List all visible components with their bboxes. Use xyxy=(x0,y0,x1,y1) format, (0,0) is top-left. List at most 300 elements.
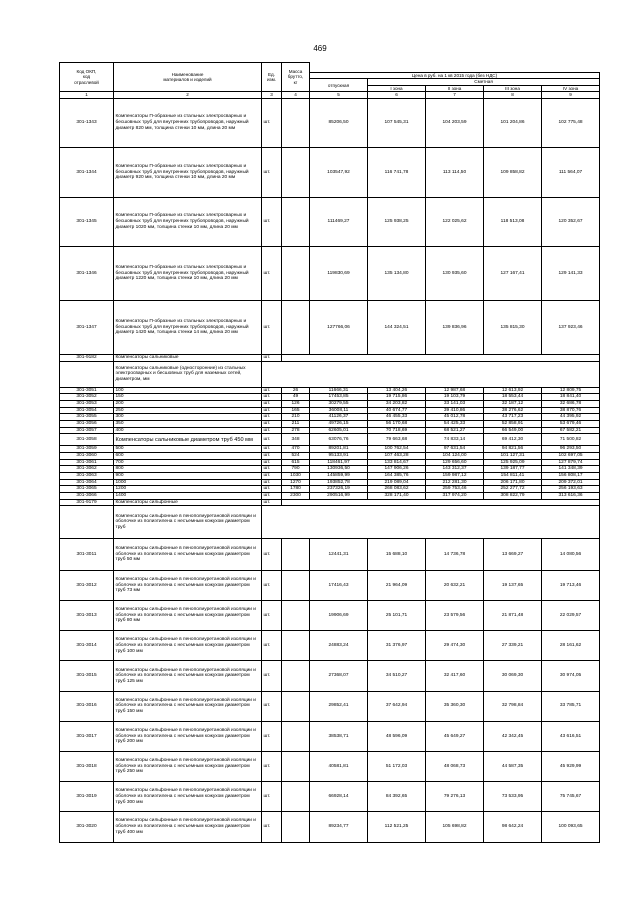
mass-cell xyxy=(282,148,310,198)
column-number: 1 xyxy=(60,92,114,98)
code-cell: 301-3059 xyxy=(60,446,114,453)
zone1-cell: 100 762,54 xyxy=(368,446,426,453)
mass-cell xyxy=(282,691,310,721)
zone3-cell: 206 171,80 xyxy=(484,479,542,486)
mass-cell: 1270 xyxy=(282,479,310,486)
zone3-cell: 21 871,48 xyxy=(484,601,542,631)
code-cell: 301-3066 xyxy=(60,492,114,499)
name-cell: Компенсаторы П-образные из стальных электросварных и бесшовных труб для внутренних трубопроводов, наружный диаметр 1220 мм, толщина стенки 10 мм, длина 20 мм xyxy=(114,247,262,301)
code-cell: 301-9182 xyxy=(60,355,114,362)
name-cell: Компенсаторы сильфонные в пенополиуретановой изоляции и оболочке из полиэтилена с несъемным кожухом диаметром труб 50 мм xyxy=(114,539,262,571)
code-cell: 301-1346 xyxy=(60,247,114,301)
price-cell: 89201,81 xyxy=(310,446,368,453)
zone4-cell: 102 775,48 xyxy=(542,98,600,148)
code-cell: 301-3065 xyxy=(60,486,114,493)
unit-cell: шт. xyxy=(262,486,282,493)
zone3-cell: 44 587,35 xyxy=(484,752,542,782)
zone4-cell: 127 879,74 xyxy=(542,459,600,466)
unit-cell: шт. xyxy=(262,570,282,600)
code-cell: 301-3018 xyxy=(60,752,114,782)
zone1-cell: 15 688,10 xyxy=(368,539,426,571)
name-cell: 100 xyxy=(114,387,262,394)
column-number: 8 xyxy=(484,92,542,98)
name-cell: Компенсаторы сильфонные в пенополиуретановой изоляции и оболочке из полиэтилена с несъемным кожухом диаметром труб 150 мм xyxy=(114,691,262,721)
zone3-cell: 32 187,12 xyxy=(484,401,542,408)
zone2-cell: 212 281,30 xyxy=(426,479,484,486)
zone1-cell: 51 172,03 xyxy=(368,752,426,782)
zone4-cell: 120 352,67 xyxy=(542,197,600,247)
unit-cell: шт. xyxy=(262,197,282,247)
name-cell: 400 xyxy=(114,427,262,434)
header-unit: Ед. изм. xyxy=(262,63,282,92)
name-cell: 900 xyxy=(114,473,262,480)
unit-cell: шт. xyxy=(262,466,282,473)
unit-cell: шт. xyxy=(262,631,282,661)
zone4-cell: 19 713,46 xyxy=(542,570,600,600)
code-cell: 301-3051 xyxy=(60,387,114,394)
name-cell: 600 xyxy=(114,453,262,460)
mass-cell: 211 xyxy=(282,421,310,428)
name-cell: Компенсаторы сильфонные в пенополиуретановой изоляции и оболочке из полиэтилена с несъемным кожухом диаметром труб 200 мм xyxy=(114,721,262,751)
unit-cell: шт. xyxy=(262,539,282,571)
table-row xyxy=(60,387,600,394)
section-row-gland xyxy=(60,355,600,362)
zone1-cell: 70 718,69 xyxy=(368,427,426,434)
zone3-cell: 154 811,41 xyxy=(484,473,542,480)
zone2-cell: 12 987,68 xyxy=(426,387,484,394)
price-cell: 12441,31 xyxy=(310,539,368,571)
mass-cell xyxy=(282,721,310,751)
table-header xyxy=(60,63,600,99)
name-cell: 200 xyxy=(114,401,262,408)
zone2-cell: 45 649,27 xyxy=(426,721,484,751)
table-row xyxy=(60,539,600,571)
unit-cell: шт. xyxy=(262,601,282,631)
unit-cell: шт. xyxy=(262,427,282,434)
price-cell: 103547,92 xyxy=(310,148,368,198)
zone1-cell: 34 203,82 xyxy=(368,401,426,408)
mass-cell: 470 xyxy=(282,446,310,453)
unit-cell: шт. xyxy=(262,446,282,453)
mass-cell: 1030 xyxy=(282,473,310,480)
price-cell: 36008,11 xyxy=(310,407,368,414)
column-number: 4 xyxy=(282,92,310,98)
column-number: 2 xyxy=(114,92,262,98)
mass-cell: 165 xyxy=(282,407,310,414)
unit-cell: шт. xyxy=(262,479,282,486)
unit-cell: шт. xyxy=(262,355,282,362)
zone3-cell: 42 342,45 xyxy=(484,721,542,751)
mass-cell: 49 xyxy=(282,394,310,401)
zone4-cell: 45 929,99 xyxy=(542,752,600,782)
table-row xyxy=(60,434,600,446)
zone4-cell: 209 372,01 xyxy=(542,479,600,486)
name-cell: 350 xyxy=(114,421,262,428)
empty-cell xyxy=(282,499,600,506)
table-row xyxy=(60,414,600,421)
zone3-cell: 19 137,65 xyxy=(484,570,542,600)
header-release-price: отпускная xyxy=(310,79,368,92)
name-cell: Компенсаторы П-образные из стальных электросварных и бесшовных труб для внутренних трубопроводов, наружный диаметр 920 мм, толщина стенки 10 мм, длина 20 мм xyxy=(114,148,262,198)
zone2-cell: 259 753,46 xyxy=(426,486,484,493)
mass-cell: 1780 xyxy=(282,486,310,493)
zone2-cell: 23 579,56 xyxy=(426,601,484,631)
unit-cell: шт. xyxy=(262,414,282,421)
table-row xyxy=(60,473,600,480)
zone1-cell: 147 906,26 xyxy=(368,466,426,473)
page-number: 469 xyxy=(313,44,327,53)
unit-cell: шт. xyxy=(262,691,282,721)
price-cell: 17416,43 xyxy=(310,570,368,600)
price-cell: 89234,77 xyxy=(310,812,368,842)
zone4-cell: 111 564,07 xyxy=(542,148,600,198)
zone1-cell: 328 171,40 xyxy=(368,492,426,499)
name-cell: Компенсаторы сильфонные в пенополиуретановой изоляции и оболочке из полиэтилена с несъемным кожухом диаметром труб 73 мм xyxy=(114,570,262,600)
zone2-cell: 32 417,60 xyxy=(426,661,484,691)
zone3-cell: 73 533,95 xyxy=(484,782,542,812)
zone3-cell: 52 858,91 xyxy=(484,421,542,428)
zone3-cell: 32 798,84 xyxy=(484,691,542,721)
zone3-cell: 125 925,09 xyxy=(484,459,542,466)
table-row xyxy=(60,421,600,428)
zone2-cell: 33 141,03 xyxy=(426,401,484,408)
code-cell: 301-3016 xyxy=(60,691,114,721)
name-cell: 300 xyxy=(114,414,262,421)
zone4-cell: 71 500,82 xyxy=(542,434,600,446)
zone4-cell: 12 809,75 xyxy=(542,387,600,394)
empty-cell xyxy=(282,355,600,362)
table-row xyxy=(60,752,600,782)
column-number: 6 xyxy=(368,92,426,98)
code-cell: 301-3056 xyxy=(60,421,114,428)
table-row xyxy=(60,407,600,414)
table-row xyxy=(60,691,600,721)
price-cell: 127766,06 xyxy=(310,301,368,355)
table-row xyxy=(60,570,600,600)
mass-cell xyxy=(282,661,310,691)
zone4-cell: 75 745,67 xyxy=(542,782,600,812)
header-price-title: Цена в руб. на 1 кв 2015 года (без НДС) xyxy=(310,73,600,79)
zone4-cell: 137 923,46 xyxy=(542,301,600,355)
zone1-cell: 46 455,33 xyxy=(368,414,426,421)
zone1-cell: 135 134,80 xyxy=(368,247,426,301)
price-cell: 118461,97 xyxy=(310,459,368,466)
unit-cell: шт. xyxy=(262,752,282,782)
unit-cell: шт. xyxy=(262,401,282,408)
table-row xyxy=(60,394,600,401)
code-cell: 301-3055 xyxy=(60,414,114,421)
zone2-cell: 105 698,82 xyxy=(426,812,484,842)
zone4-cell: 43 616,51 xyxy=(542,721,600,751)
zone2-cell: 79 276,13 xyxy=(426,782,484,812)
table-body xyxy=(60,98,600,842)
price-cell: 111469,27 xyxy=(310,197,368,247)
table-row xyxy=(60,466,600,473)
zone2-cell: 113 114,50 xyxy=(426,148,484,198)
unit-cell: шт. xyxy=(262,782,282,812)
header-zone-1: I зона xyxy=(368,85,426,91)
group-intro-row xyxy=(60,506,600,539)
price-cell: 290516,99 xyxy=(310,492,368,499)
zone4-cell: 100 093,65 xyxy=(542,812,600,842)
zone2-cell: 139 836,96 xyxy=(426,301,484,355)
unit-cell: шт. xyxy=(262,721,282,751)
zone1-cell: 21 964,09 xyxy=(368,570,426,600)
group-intro-text: Компенсаторы сильфонные в пенополиуретановой изоляции и оболочке из полиэтилена с несъемным кожухом диаметром труб xyxy=(114,506,262,539)
name-cell: 700 xyxy=(114,459,262,466)
price-cell: 38538,71 xyxy=(310,721,368,751)
zone4-cell: 129 141,33 xyxy=(542,247,600,301)
mass-cell xyxy=(282,752,310,782)
table-row xyxy=(60,427,600,434)
unit-cell: шт. xyxy=(262,247,282,301)
code-cell: 301-3063 xyxy=(60,473,114,480)
zone4-cell: 44 395,92 xyxy=(542,414,600,421)
price-cell: 63076,76 xyxy=(310,434,368,446)
zone2-cell: 130 935,60 xyxy=(426,247,484,301)
code-cell: 301-3019 xyxy=(60,782,114,812)
zone3-cell: 12 613,92 xyxy=(484,387,542,394)
table-row xyxy=(60,453,600,460)
code-cell: 301-3020 xyxy=(60,812,114,842)
price-cell: 41126,37 xyxy=(310,414,368,421)
code-cell: 301-3052 xyxy=(60,394,114,401)
mass-cell: 26 xyxy=(282,387,310,394)
zone1-cell: 19 715,86 xyxy=(368,394,426,401)
unit-cell: шт. xyxy=(262,387,282,394)
zone3-cell: 98 642,24 xyxy=(484,812,542,842)
column-number: 7 xyxy=(426,92,484,98)
code-cell: 301-3062 xyxy=(60,466,114,473)
zone3-cell: 127 167,41 xyxy=(484,247,542,301)
zone2-cell: 159 987,12 xyxy=(426,473,484,480)
price-cell: 27368,07 xyxy=(310,661,368,691)
unit-cell: шт. xyxy=(262,407,282,414)
header-estimate: Сметная xyxy=(368,79,600,85)
price-cell: 95133,91 xyxy=(310,453,368,460)
empty-cell xyxy=(60,506,114,539)
unit-cell: шт. xyxy=(262,661,282,691)
zone3-cell: 66 549,00 xyxy=(484,427,542,434)
code-cell: 301-1345 xyxy=(60,197,114,247)
unit-cell: шт. xyxy=(262,421,282,428)
zone2-cell: 104 203,59 xyxy=(426,98,484,148)
zone1-cell: 34 510,27 xyxy=(368,661,426,691)
price-cell: 17453,85 xyxy=(310,394,368,401)
code-cell: 301-3013 xyxy=(60,601,114,631)
table-row xyxy=(60,197,600,247)
zone1-cell: 40 674,77 xyxy=(368,407,426,414)
zone3-cell: 139 187,77 xyxy=(484,466,542,473)
price-cell: 66928,14 xyxy=(310,782,368,812)
mass-cell xyxy=(282,247,310,301)
zone4-cell: 67 582,21 xyxy=(542,427,600,434)
unit-cell: шт. xyxy=(262,453,282,460)
zone3-cell: 308 822,79 xyxy=(484,492,542,499)
table-row xyxy=(60,247,600,301)
zone1-cell: 107 463,28 xyxy=(368,453,426,460)
code-cell: 301-1344 xyxy=(60,148,114,198)
zone1-cell: 79 663,68 xyxy=(368,434,426,446)
zone3-cell: 101 204,86 xyxy=(484,98,542,148)
code-cell: 301-3061 xyxy=(60,459,114,466)
header-zone-3: III зона xyxy=(484,85,542,91)
header-code: Код ОКП, код отраслевой xyxy=(60,63,114,92)
table-row xyxy=(60,446,600,453)
zone3-cell: 101 127,31 xyxy=(484,453,542,460)
zone1-cell: 133 814,67 xyxy=(368,459,426,466)
name-cell: Компенсаторы сильфонные в пенополиуретановой изоляции и оболочке из полиэтилена с несъемным кожухом диаметром труб 125 мм xyxy=(114,661,262,691)
zone2-cell: 20 632,21 xyxy=(426,570,484,600)
unit-cell: шт. xyxy=(262,812,282,842)
code-cell: 301-3017 xyxy=(60,721,114,751)
code-cell: 301-3060 xyxy=(60,453,114,460)
section-title: Компенсаторы сальниковые xyxy=(114,355,262,362)
code-cell: 301-3014 xyxy=(60,631,114,661)
empty-cell xyxy=(262,506,600,539)
mass-cell xyxy=(282,301,310,355)
name-cell: Компенсаторы сильфонные в пенополиуретановой изоляции и оболочке из полиэтилена с несъемным кожухом диаметром труб 400 мм xyxy=(114,812,262,842)
zone4-cell: 14 080,56 xyxy=(542,539,600,571)
zone1-cell: 56 170,68 xyxy=(368,421,426,428)
zone3-cell: 30 069,30 xyxy=(484,661,542,691)
zone2-cell: 129 656,60 xyxy=(426,459,484,466)
zone4-cell: 32 686,78 xyxy=(542,401,600,408)
zone1-cell: 84 392,65 xyxy=(368,782,426,812)
zone1-cell: 112 521,25 xyxy=(368,812,426,842)
zone1-cell: 116 741,78 xyxy=(368,148,426,198)
zone4-cell: 141 348,39 xyxy=(542,466,600,473)
price-cell: 145859,99 xyxy=(310,473,368,480)
zone3-cell: 18 553,44 xyxy=(484,394,542,401)
mass-cell xyxy=(282,98,310,148)
zone3-cell: 69 412,30 xyxy=(484,434,542,446)
table-row xyxy=(60,782,600,812)
header-mass: Масса брутто, кг xyxy=(282,63,310,92)
column-number: 9 xyxy=(542,92,600,98)
name-cell: 1400 xyxy=(114,492,262,499)
unit-cell: шт. xyxy=(262,394,282,401)
name-cell: Компенсаторы П-образные из стальных электросварных и бесшовных труб для внутренних трубопроводов, наружный диаметр 1420 мм, толщина стенки 14 мм, длина 20 мм xyxy=(114,301,262,355)
code-cell: 301-3057 xyxy=(60,427,114,434)
price-cell: 85206,50 xyxy=(310,98,368,148)
table-row xyxy=(60,301,600,355)
zone1-cell: 144 324,51 xyxy=(368,301,426,355)
zone2-cell: 74 833,14 xyxy=(426,434,484,446)
table-row xyxy=(60,459,600,466)
code-cell: 301-1343 xyxy=(60,98,114,148)
table-row xyxy=(60,98,600,148)
price-cell: 29852,41 xyxy=(310,691,368,721)
zone1-cell: 13 404,26 xyxy=(368,387,426,394)
zone2-cell: 39 410,86 xyxy=(426,407,484,414)
name-cell: 1200 xyxy=(114,486,262,493)
price-cell: 237326,19 xyxy=(310,486,368,493)
code-cell: 301-3058 xyxy=(60,434,114,446)
mass-cell: 126 xyxy=(282,401,310,408)
zone2-cell: 29 474,30 xyxy=(426,631,484,661)
zone4-cell: 96 293,50 xyxy=(542,446,600,453)
zone1-cell: 125 938,25 xyxy=(368,197,426,247)
unit-cell: шт. xyxy=(262,499,282,506)
name-cell: Компенсаторы П-образные из стальных электросварных и бесшовных труб для внутренних трубопроводов, наружный диаметр 1020 мм, толщина стенки 10 мм, длина 20 мм xyxy=(114,197,262,247)
zone3-cell: 135 815,30 xyxy=(484,301,542,355)
code-cell: 301-9179 xyxy=(60,499,114,506)
zone3-cell: 94 821,56 xyxy=(484,446,542,453)
zone2-cell: 54 425,33 xyxy=(426,421,484,428)
zone3-cell: 118 513,08 xyxy=(484,197,542,247)
price-cell: 24883,24 xyxy=(310,631,368,661)
code-cell: 301-3064 xyxy=(60,479,114,486)
name-cell: 500 xyxy=(114,446,262,453)
price-cell: 62605,01 xyxy=(310,427,368,434)
mass-cell: 210 xyxy=(282,414,310,421)
zone1-cell: 48 596,09 xyxy=(368,721,426,751)
name-cell: Компенсаторы сильфонные в пенополиуретановой изоляции и оболочке из полиэтилена с несъемным кожухом диаметром труб 100 мм xyxy=(114,631,262,661)
header-zone-4: IV зона xyxy=(542,85,600,91)
code-cell: 301-3054 xyxy=(60,407,114,414)
mass-cell: 615 xyxy=(282,459,310,466)
price-cell: 119830,69 xyxy=(310,247,368,301)
name-cell: Компенсаторы сальниковые диаметром труб 450 мм xyxy=(114,434,262,446)
section-row-bellows xyxy=(60,499,600,506)
code-cell: 301-3015 xyxy=(60,661,114,691)
zone3-cell: 27 339,21 xyxy=(484,631,542,661)
zone2-cell: 122 025,62 xyxy=(426,197,484,247)
zone2-cell: 97 631,54 xyxy=(426,446,484,453)
name-cell: Компенсаторы П-образные из стальных электросварных и бесшовных труб для внутренних трубопроводов, наружный диаметр 820 мм, толщина стенки 10 мм, длина 20 мм xyxy=(114,98,262,148)
column-number: 3 xyxy=(262,92,282,98)
zone4-cell: 53 679,46 xyxy=(542,421,600,428)
code-cell: 301-3011 xyxy=(60,539,114,571)
table-row xyxy=(60,601,600,631)
zone4-cell: 156 808,17 xyxy=(542,473,600,480)
mass-cell xyxy=(282,197,310,247)
zone4-cell: 30 974,05 xyxy=(542,661,600,691)
price-cell: 193852,78 xyxy=(310,479,368,486)
zone3-cell: 252 277,72 xyxy=(484,486,542,493)
table-row xyxy=(60,479,600,486)
price-cell: 30279,55 xyxy=(310,401,368,408)
header-name: Наименование материалов и изделий xyxy=(114,63,262,92)
zone2-cell: 68 521,27 xyxy=(426,427,484,434)
mass-cell: 348 xyxy=(282,434,310,446)
table-row xyxy=(60,492,600,499)
mass-cell: 790 xyxy=(282,466,310,473)
name-cell: 150 xyxy=(114,394,262,401)
price-cell: 11666,31 xyxy=(310,387,368,394)
empty-cell xyxy=(60,361,114,387)
unit-cell: шт. xyxy=(262,473,282,480)
name-cell: Компенсаторы сильфонные в пенополиуретановой изоляции и оболочке из полиэтилена с несъемным кожухом диаметром труб 80 мм xyxy=(114,601,262,631)
unit-cell: шт. xyxy=(262,492,282,499)
zone1-cell: 107 545,31 xyxy=(368,98,426,148)
zone4-cell: 313 616,36 xyxy=(542,492,600,499)
code-cell: 301-3053 xyxy=(60,401,114,408)
price-table xyxy=(59,62,600,843)
name-cell: 250 xyxy=(114,407,262,414)
price-cell: 19906,69 xyxy=(310,601,368,631)
zone1-cell: 268 083,62 xyxy=(368,486,426,493)
unit-cell: шт. xyxy=(262,148,282,198)
mass-cell xyxy=(282,631,310,661)
zone2-cell: 45 012,78 xyxy=(426,414,484,421)
zone2-cell: 35 360,30 xyxy=(426,691,484,721)
name-cell: Компенсаторы сильфонные в пенополиуретановой изоляции и оболочке из полиэтилена с несъемным кожухом диаметром труб 300 мм xyxy=(114,782,262,812)
zone1-cell: 164 385,76 xyxy=(368,473,426,480)
zone2-cell: 104 124,00 xyxy=(426,453,484,460)
group-intro-row xyxy=(60,361,600,387)
